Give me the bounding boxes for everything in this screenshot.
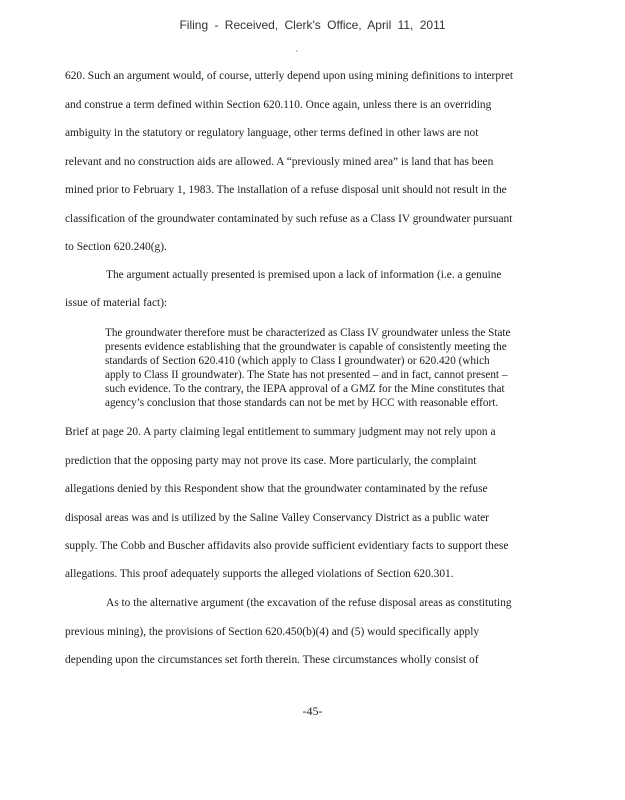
paragraph2-line-1: The argument actually presented is premised upon a lack of information (i.e. a genuine [106,269,502,281]
stray-mark: ` [295,50,299,61]
block-quote-line-3: standards of Section 620.410 (which apply to Class I groundwater) or 620.420 (which [105,355,490,367]
paragraph3-line-4: disposal areas was and is utilized by the Saline Valley Conservancy District as a public water [65,512,489,524]
paragraph3-line-3: allegations denied by this Respondent show that the groundwater contaminated by the refuse [65,483,488,495]
paragraph1-line-1: 620. Such an argument would, of course, utterly depend upon using mining definitions to interpret [65,70,514,82]
paragraph1-line-3: ambiguity in the statutory or regulatory language, other terms defined in other laws are not [65,127,479,139]
filing-header: Filing - Received, Clerk's Office, April 11, 2011 [179,18,446,32]
block-quote-line-1: The groundwater therefore must be characterized as Class IV groundwater unless the State [105,327,511,339]
paragraph4-line-1: As to the alternative argument (the excavation of the refuse disposal areas as constituting [106,597,512,609]
block-quote-line-5: such evidence. To the contrary, the IEPA approval of a GMZ for the Mine constitutes that [105,383,505,395]
paragraph1-line-5: mined prior to February 1, 1983. The installation of a refuse disposal unit should not result in the [65,184,507,196]
paragraph1-line-2: and construe a term defined within Section 620.110. Once again, unless there is an overriding [65,99,492,111]
block-quote-line-2: presents evidence establishing that the groundwater is capable of consistently meeting the [105,341,507,353]
page-number: -45- [302,704,323,718]
block-quote-line-6: agency’s conclusion that those standards can not be met by HCC with reasonable effort. [105,397,499,409]
paragraph3-line-2: prediction that the opposing party may not prove its case. More particularly, the complaint [65,455,477,467]
paragraph3-line-1: Brief at page 20. A party claiming legal entitlement to summary judgment may not rely upon a [65,426,496,438]
paragraph4-line-2: previous mining), the provisions of Section 620.450(b)(4) and (5) would specifically apply [65,626,480,638]
paragraph1-line-6: classification of the groundwater contaminated by such refuse as a Class IV groundwater pursuant [65,213,513,225]
paragraph2-line-2: issue of material fact): [65,297,168,309]
paragraph3-line-6: allegations. This proof adequately supports the alleged violations of Section 620.301. [65,568,454,580]
paragraph1-line-4: relevant and no construction aids are allowed. A “previously mined area” is land that has been [65,156,494,168]
paragraph4-line-3: depending upon the circumstances set forth therein. These circumstances wholly consist of [65,654,479,666]
block-quote-line-4: apply to Class II groundwater). The State has not presented – and in fact, cannot present – [105,369,508,381]
paragraph1-line-7: to Section 620.240(g). [65,241,167,253]
paragraph3-line-5: supply. The Cobb and Buscher affidavits also provide sufficient evidentiary facts to support these [65,540,509,552]
